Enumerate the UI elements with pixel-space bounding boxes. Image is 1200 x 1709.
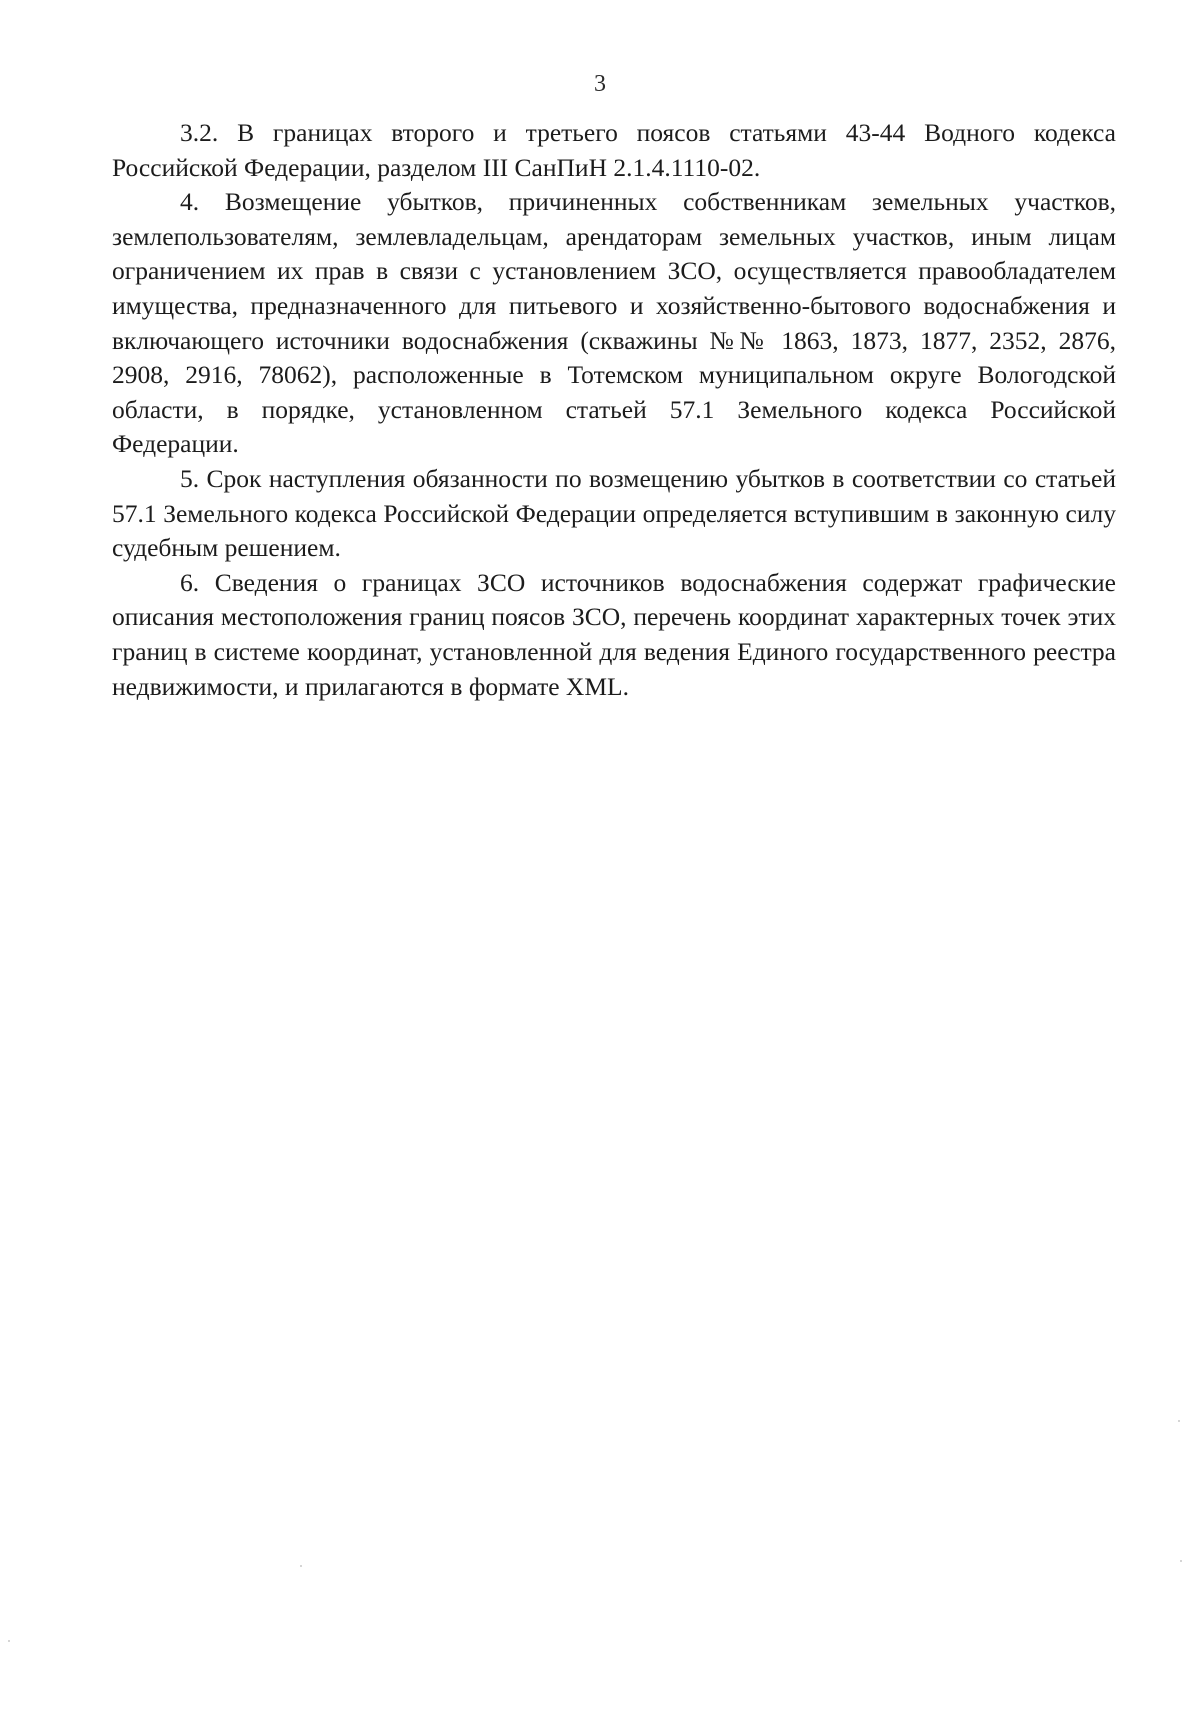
scan-speck [8,1640,10,1642]
scan-speck [1178,1420,1180,1422]
paragraph-4: 4. Возмещение убытков, причиненных собственникам земельных участков, землепользователям, землевладельцам, арендаторам земельных участков, иным лицам ограничением их прав в связи с установлением ЗСО, осуществляется правообладателем имущества, предназначенного для питьевого и хозяйственно-бытового водоснабжения и включающего источники водоснабжения (скважины №№ 1863, 1873, 1877, 2352, 2876, 2908, 2916, 78062), расположенные в Тотемском муниципальном округе Вологодской области, в порядке, установленном статьей 57.1 Земельного кодекса Российской Федерации. [112,187,1116,459]
document-body [112,116,1116,704]
paragraph-3-2: 3.2. В границах второго и третьего поясов статьями 43-44 Водного кодекса Российской Федерации, разделом III СанПиН 2.1.4.1110-02. [112,118,1116,182]
scan-speck [300,1565,302,1567]
paragraph-5: 5. Срок наступления обязанности по возмещению убытков в соответствии со статьей 57.1 Земельного кодекса Российской Федерации определяется вступившим в законную силу судебным решением. [112,463,1116,563]
scan-speck [1180,1560,1182,1562]
page-number: 3 [594,71,606,97]
paragraph-6: 6. Сведения о границах ЗСО источников водоснабжения содержат графические описания местоположения границ поясов ЗСО, перечень координат характерных точек этих границ в системе координат, установленной для ведения Единого государственного реестра недвижимости, и прилагаются в формате XML. [112,567,1116,701]
